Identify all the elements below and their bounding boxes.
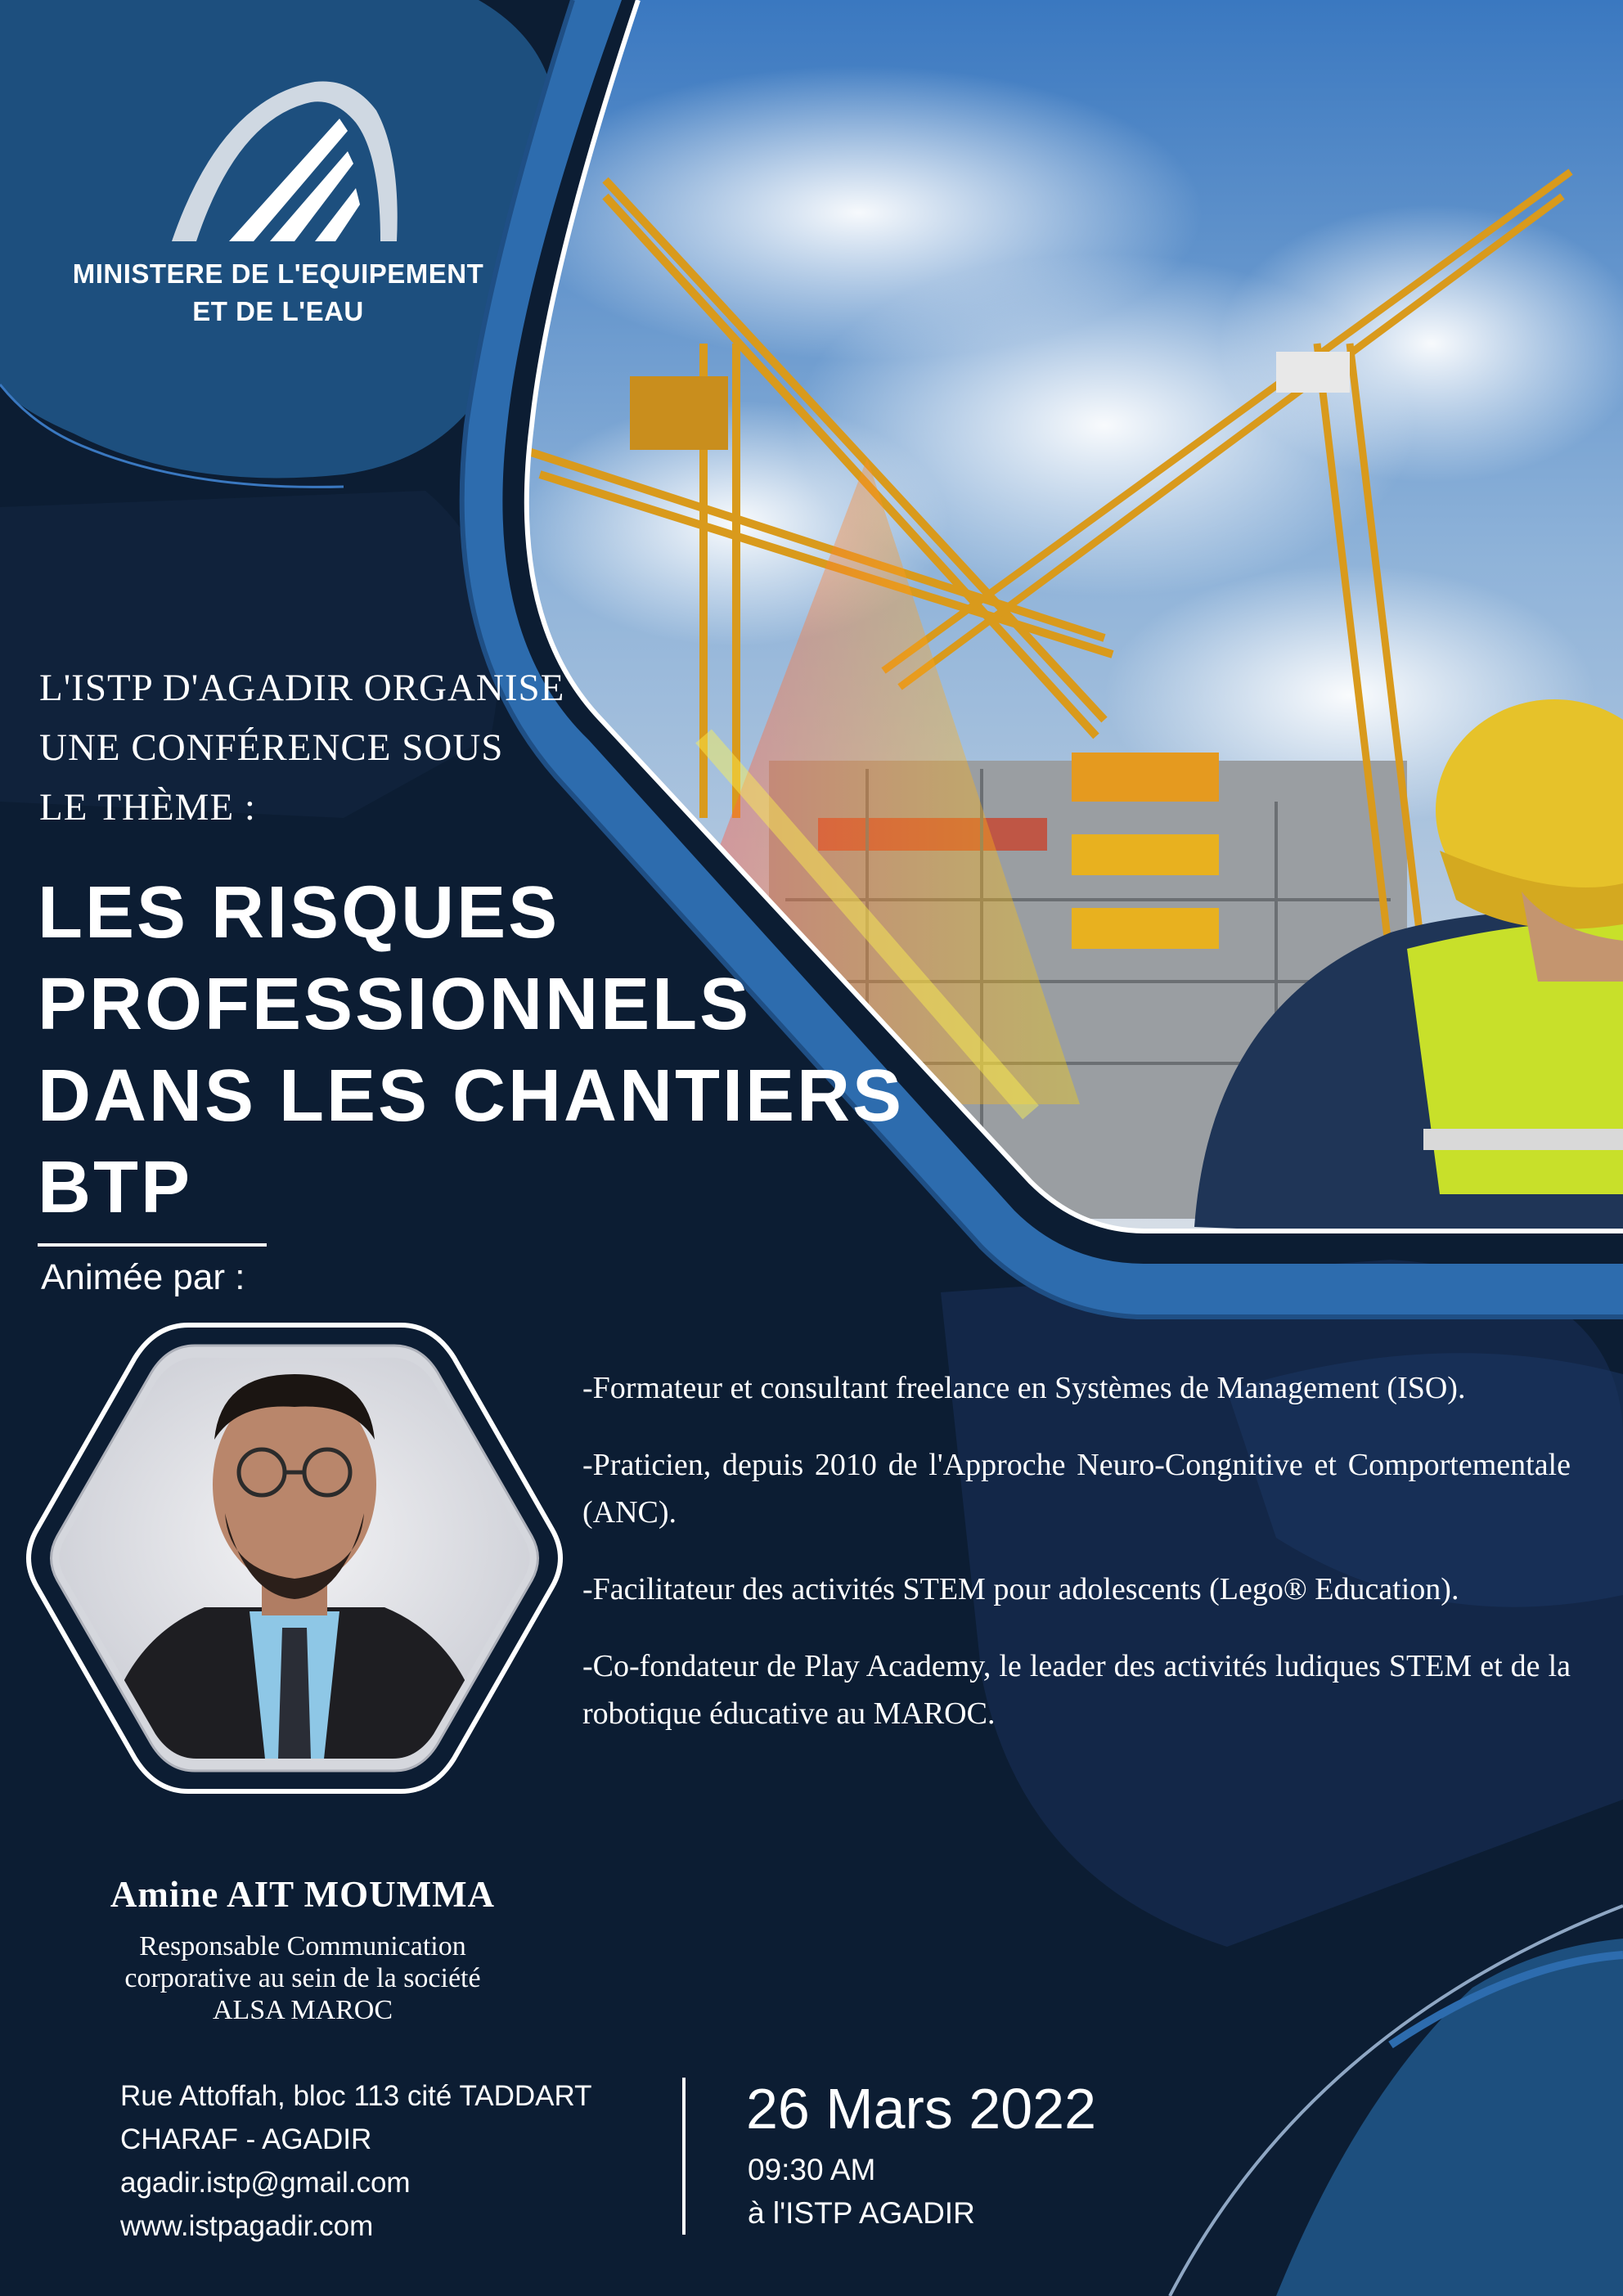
title-line: PROFESSIONNELS [38, 964, 752, 1045]
contact-info [120, 2074, 592, 2248]
bio-item: -Co-fondateur de Play Academy, le leader des activités ludiques STEM et de la robotique éducative au MAROC. [582, 1649, 1571, 1731]
footer-divider [682, 2078, 686, 2235]
ministry-name-line2: ET DE L'EAU [192, 296, 364, 326]
website-link[interactable]: www.istpagadir.com [120, 2210, 374, 2242]
title-line: LES RISQUES [38, 872, 560, 954]
intro-line: L'ISTP D'AGADIR ORGANISE [39, 667, 565, 709]
host-label: Animée par : [41, 1257, 245, 1297]
intro-text [39, 658, 612, 838]
event-venue: à l'ISTP AGADIR [748, 2196, 975, 2230]
address-line: CHARAF - AGADIR [120, 2123, 372, 2155]
speaker-role-line: Responsable Communication [139, 1931, 466, 1961]
intro-line: UNE CONFÉRENCE SOUS [39, 726, 504, 769]
conference-title [38, 867, 987, 1233]
title-divider [38, 1243, 267, 1247]
title-line: DANS LES CHANTIERS [38, 1055, 905, 1137]
title-line: BTP [38, 1147, 192, 1229]
ministry-name [33, 255, 524, 330]
intro-line: LE THÈME : [39, 786, 256, 829]
speaker-role-line: ALSA MAROC [212, 1995, 393, 2025]
bio-item: -Praticien, depuis 2010 de l'Approche Neuro-Congnitive et Comportementale (ANC). [582, 1448, 1571, 1530]
ministry-name-line1: MINISTERE DE L'EQUIPEMENT [72, 258, 484, 289]
speaker-role [49, 1930, 556, 2026]
bio-item: -Formateur et consultant freelance en Systèmes de Management (ISO). [582, 1371, 1466, 1405]
speaker-name: Amine AIT MOUMMA [110, 1874, 496, 1915]
event-date: 26 Mars 2022 [746, 2077, 1097, 2141]
speaker-role-line: corporative au sein de la société [124, 1963, 481, 1993]
email-link[interactable]: agadir.istp@gmail.com [120, 2167, 411, 2199]
event-time: 09:30 AM [748, 2153, 876, 2186]
address-line: Rue Attoffah, bloc 113 cité TADDART [120, 2080, 592, 2112]
speaker-bio [582, 1364, 1571, 1767]
bio-item: -Facilitateur des activités STEM pour adolescents (Lego® Education). [582, 1572, 1459, 1606]
